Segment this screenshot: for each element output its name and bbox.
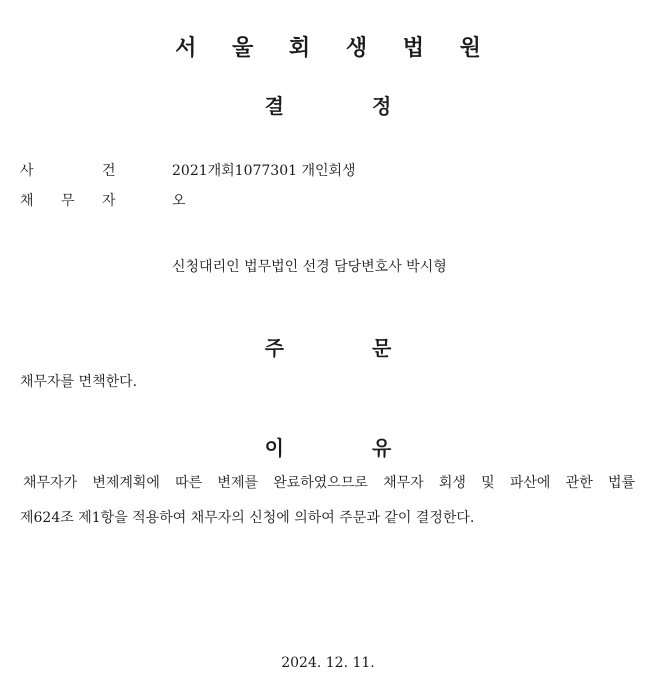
debtor-label: 채 무 자 <box>20 193 116 209</box>
reason-text-line1: 채무자가 변제계획에 따른 변제를 완료하였으므로 채무자 회생 및 파산에 관한 법률 <box>23 475 635 491</box>
order-text: 채무자를 면책한다. <box>20 374 138 390</box>
court-name: 서 울 회 생 법 원 <box>175 36 495 61</box>
reason-heading <box>0 432 656 461</box>
reason-heading-part2: 유 <box>372 436 392 460</box>
debtor-name: 오 <box>172 193 186 209</box>
order-heading-part2: 문 <box>372 336 392 360</box>
document-title-part1: 결 <box>264 94 284 118</box>
case-label: 사 건 <box>20 163 116 179</box>
decision-date: 2024. 12. 11. <box>281 655 375 671</box>
applicant-agent: 신청대리인 법무법인 선경 담당변호사 박시형 <box>172 259 447 275</box>
order-heading-part1: 주 <box>264 336 284 360</box>
document-title-part2: 정 <box>372 94 392 118</box>
document-title <box>0 90 656 119</box>
order-heading <box>0 332 656 361</box>
case-number: 2021개회1077301 개인회생 <box>172 163 356 179</box>
reason-heading-part1: 이 <box>264 436 284 460</box>
reason-text-line2: 제624조 제1항을 적용하여 채무자의 신청에 의하여 주문과 같이 결정한다. <box>20 510 475 526</box>
